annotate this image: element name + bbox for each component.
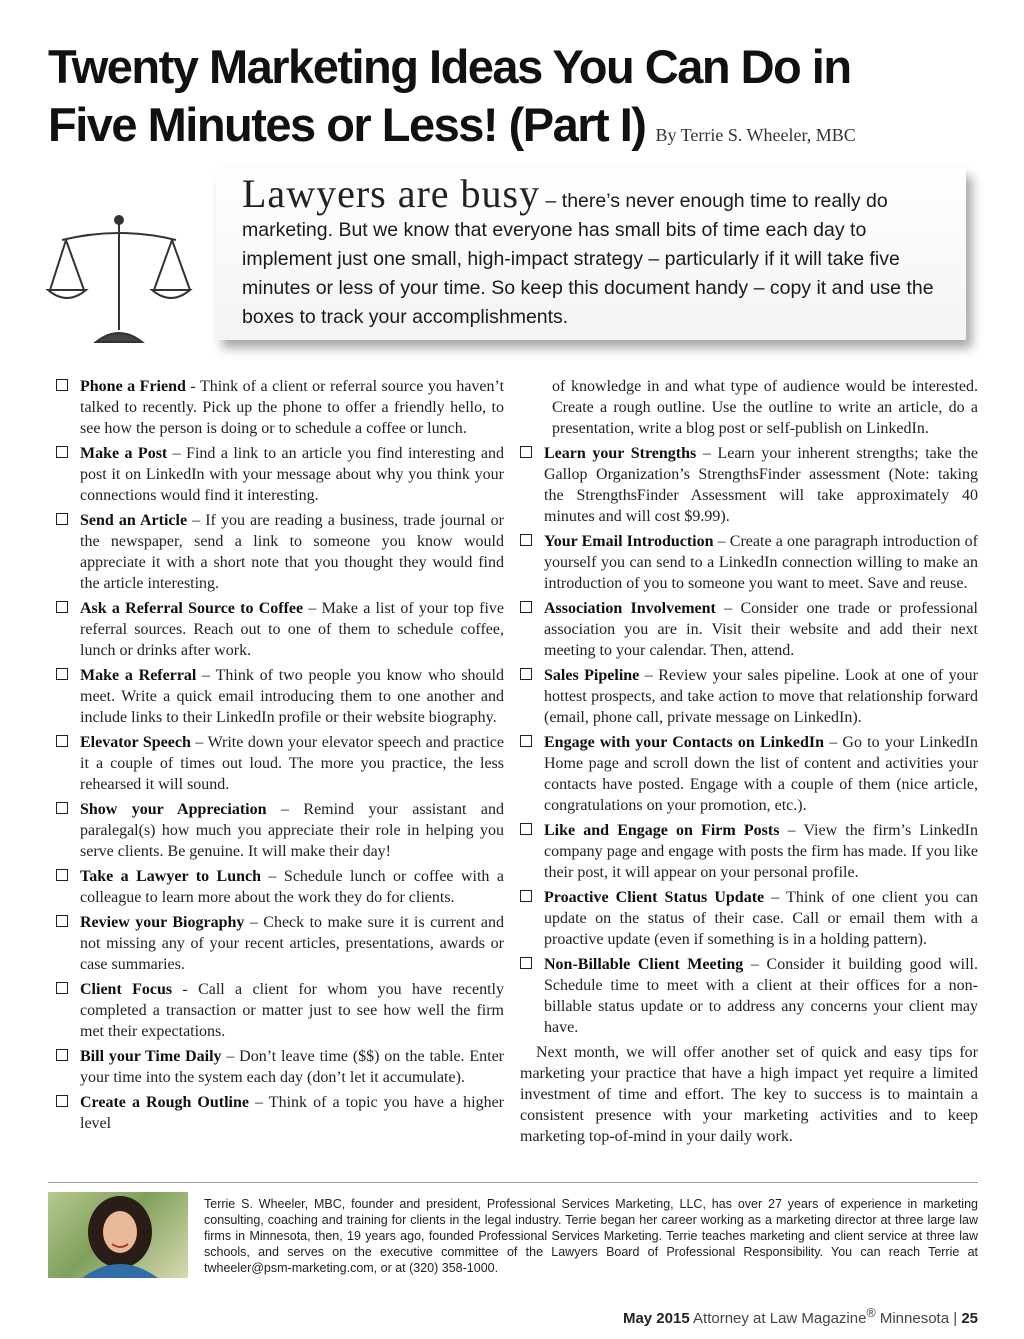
item-continuation: of knowledge in and what type of audience would be interested. Create a rough outline. Use the outline to write an article, do a presentation, write a blog post or self-publish on LinkedIn.: [552, 378, 978, 437]
item-text: – View the firm’s LinkedIn company page and engage with posts the firm has made. If you like their post, it will appear on your personal profile.: [544, 822, 978, 881]
item-title: Sales Pipeline: [544, 667, 640, 684]
checkbox-icon[interactable]: [56, 513, 68, 525]
checkbox-icon[interactable]: [56, 601, 68, 613]
magazine-name: Attorney at Law Magazine: [693, 1310, 867, 1327]
list-item: [56, 598, 504, 661]
item-title: Association Involvement: [544, 600, 716, 617]
title-line-1: Twenty Marketing Ideas You Can Do in: [48, 40, 851, 93]
item-title: Show your Appreciation: [80, 801, 267, 818]
list-item: [520, 443, 978, 527]
checkbox-icon[interactable]: [56, 1049, 68, 1061]
item-title: Elevator Speech: [80, 734, 191, 751]
list-item: [56, 443, 504, 506]
magazine-region: Minnesota: [879, 1310, 950, 1327]
list-item: [520, 732, 978, 816]
title-line-2-text: Five Minutes or Less! (Part I): [48, 98, 646, 151]
page-footer: [623, 1306, 978, 1327]
checkbox-icon[interactable]: [520, 957, 532, 969]
item-title: Learn your Strengths: [544, 445, 697, 462]
item-text: – Go to your LinkedIn Home page and scroll down the list of content and activities your contacts have posted. Engage with a couple of them (nice article, congratulations on your promotion, etc.).: [544, 734, 978, 814]
intro-box: [216, 168, 966, 340]
item-text: - Call a client for whom you have recently completed a transaction or matter just to see how well the firm met their expectations.: [80, 981, 504, 1040]
item-text: – Create a one paragraph introduction of yourself you can send to a LinkedIn connection willing to make an introduction of you to someone you want to meet. Save and reuse.: [544, 533, 979, 592]
scales-of-justice-icon: [44, 212, 194, 352]
item-title: Client Focus: [80, 981, 173, 998]
checkbox-icon[interactable]: [520, 735, 532, 747]
list-item: [520, 954, 978, 1038]
item-text: – Find a link to an article you find interesting and post it on LinkedIn with your message about why you think your connections would find it interesting.: [80, 445, 504, 504]
item-title: Send an Article: [80, 512, 188, 529]
checkbox-icon[interactable]: [56, 379, 68, 391]
intro-body: – there’s never enough time to really do marketing. But we know that everyone has small bits of time each day to implement just one small, high-impact strategy – particularly if it will take five minutes or less of your time. So keep this document handy – copy it and use the boxes to track your accomplishments.: [242, 190, 934, 328]
checkbox-icon[interactable]: [56, 802, 68, 814]
item-text: - Think of a client or referral source you haven’t talked to recently. Pick up the phone to offer a friendly hello, to see how the person is doing or to schedule a coffee or lunch.: [80, 378, 505, 437]
item-title: Make a Referral: [80, 667, 197, 684]
checkbox-icon[interactable]: [56, 1095, 68, 1107]
checkbox-icon[interactable]: [56, 869, 68, 881]
checkbox-icon[interactable]: [520, 446, 532, 458]
item-text: – Learn your inherent strengths; take the Gallop Organization’s StrengthsFinder assessment (Note: taking the StrengthsFinder Assessment will take approximately 40 minutes and will cost $9.99).: [544, 445, 979, 525]
item-text: – Check to make sure it is current and not missing any of your recent articles, presentations, awards or case summaries.: [80, 914, 505, 973]
list-item: [520, 531, 978, 594]
divider: [48, 1182, 978, 1183]
intro-lead: Lawyers are busy: [242, 171, 541, 216]
list-item: [520, 887, 978, 950]
checkbox-icon[interactable]: [56, 668, 68, 680]
item-text: – Schedule lunch or coffee with a colleague to learn more about the work they do for clients.: [80, 868, 504, 906]
item-title: Engage with your Contacts on LinkedIn: [544, 734, 824, 751]
list-item: [56, 732, 504, 795]
list-item: [56, 866, 504, 908]
list-item: [56, 665, 504, 728]
list-item: [56, 510, 504, 594]
left-column: [56, 376, 504, 1138]
item-text: – Review your sales pipeline. Look at one of your hottest prospects, and take action to move that relationship forward (email, phone call, private message on LinkedIn).: [544, 667, 979, 726]
checkbox-icon[interactable]: [56, 735, 68, 747]
list-item: [520, 665, 978, 728]
item-text: – Think of one client you can update on the status of their case. Call or email them with a proactive update (even if something is in a holding pattern).: [544, 889, 978, 948]
author-photo: [48, 1192, 188, 1278]
author-bio: Terrie S. Wheeler, MBC, founder and president, Professional Services Marketing, LLC, has over 27 years of experience in marketing consulting, coaching and training for clients in the legal industry. Terrie began her career working as a marketing director at three large law firms in Minnesota, then, 19 years ago, founded Professional Services Marketing. Terrie teaches marketing and client service at three law schools, and serves on the executive committee of the Lawyers Board of Professional Responsibility. You can reach Terrie at twheeler@psm-marketing.com, or at (320) 358-1000.: [204, 1197, 978, 1275]
checkbox-icon[interactable]: [520, 601, 532, 613]
item-title: Review your Biography: [80, 914, 245, 931]
item-title: Ask a Referral Source to Coffee: [80, 600, 304, 617]
checkbox-icon[interactable]: [520, 534, 532, 546]
checkbox-icon[interactable]: [56, 446, 68, 458]
registered-mark: ®: [866, 1306, 876, 1320]
issue-date: May 2015: [622, 1310, 690, 1327]
byline: By Terrie S. Wheeler, MBC: [655, 125, 856, 145]
list-item: [56, 912, 504, 975]
item-text: – Don’t leave time ($$) on the table. Enter your time into the system each day (don’t let it accumulate).: [80, 1048, 505, 1086]
right-column: [520, 376, 978, 1147]
list-item: [520, 598, 978, 661]
closing-paragraph: Next month, we will offer another set of quick and easy tips for marketing your practice that have a high impact yet require a limited investment of time and effort. The key to success is to maintain a consistent presence with your marketing activities and to keep marketing top-of-mind in your daily work.: [520, 1044, 978, 1145]
item-title: Phone a Friend: [80, 378, 186, 395]
checkbox-icon[interactable]: [520, 823, 532, 835]
list-item: [56, 376, 504, 439]
footer-separator: |: [953, 1310, 958, 1327]
list-item: [56, 799, 504, 862]
item-title: Your Email Introduction: [544, 533, 714, 550]
item-text: – Write down your elevator speech and practice it a couple of times out loud. The more you practice, the less rehearsed it will sound.: [80, 734, 505, 793]
item-text: – Remind your assistant and paralegal(s) how much you appreciate their role in helping you serve clients. Be genuine. It will make their day!: [80, 801, 504, 860]
item-title: Take a Lawyer to Lunch: [80, 868, 261, 885]
item-title: Bill your Time Daily: [80, 1048, 222, 1065]
item-title: Make a Post: [80, 445, 168, 462]
item-text: – Consider one trade or professional association you are in. Visit their website and add their next meeting to your calendar. Then, attend.: [544, 600, 978, 659]
item-title: Like and Engage on Firm Posts: [544, 822, 780, 839]
title-line-2: [48, 96, 1008, 164]
list-item: [520, 820, 978, 883]
item-title: Proactive Client Status Update: [544, 889, 765, 906]
list-item: [56, 1092, 504, 1134]
item-text: – If you are reading a business, trade journal or the newspaper, send a link to someone you know would appreciate it with a short note that you thought they would find the article interesting.: [80, 512, 504, 592]
item-text: – Think of a topic you have a higher level: [80, 1094, 505, 1132]
page-title: [48, 38, 1008, 164]
item-text: – Consider it building good will. Schedule time to meet with a client at their offices for a non-billable status update or to address any concerns your client may have.: [544, 956, 978, 1036]
author-portrait-icon: [48, 1192, 188, 1278]
checkbox-icon[interactable]: [56, 915, 68, 927]
item-title: Create a Rough Outline: [80, 1094, 249, 1111]
checkbox-icon[interactable]: [520, 890, 532, 902]
checkbox-icon[interactable]: [520, 668, 532, 680]
intro-text: [242, 172, 954, 332]
list-item: [56, 979, 504, 1042]
item-title: Non-Billable Client Meeting: [544, 956, 744, 973]
item-text: – Think of two people you know who should meet. Write a quick email introducing them to one another and include links to their LinkedIn profile or their website biography.: [80, 667, 505, 726]
checkbox-icon[interactable]: [56, 982, 68, 994]
page-number: 25: [961, 1310, 978, 1327]
item-text: – Make a list of your top five referral sources. Reach out to one of them to schedule coffee, lunch or drinks after work.: [80, 600, 504, 659]
list-item: [56, 1046, 504, 1088]
